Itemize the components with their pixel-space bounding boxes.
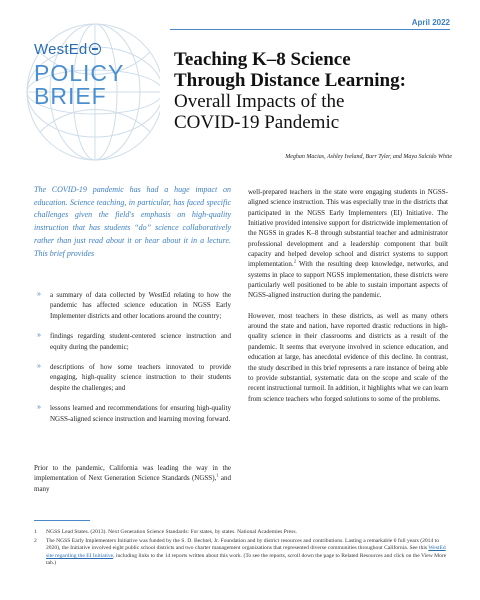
column2-paragraph-2: However, most teachers in these districts, as well as many others around the state and nation, have reported drastic reductions in high-quality science in their classrooms and districts as a result of the pandemic. It seems that everyone involved in science education, and education at large, has anecdotal evidence of this decline. In contrast, the study described in this brief represents a rare instance of being able to provide substantial, systematic data on the scope and scale of the recent instructional turmoil. In addition, it highlights what we can learn from science teachers who forged solutions to some of the problems.	[248, 311, 448, 403]
column2-paragraph-1	[248, 187, 448, 301]
bullet-icon: »	[37, 291, 41, 298]
footnote-1	[34, 529, 450, 537]
page-title	[174, 49, 454, 133]
title-line-2: Through Distance Learning:	[174, 70, 406, 91]
bullet-list	[34, 290, 231, 434]
brief-label: BRIEF	[34, 83, 107, 109]
bullet-icon: »	[37, 404, 41, 412]
logo-mark-icon	[89, 43, 101, 55]
authors: Meghan Macias, Ashley Iveland, Burr Tyler, and Maya Salcido White	[285, 154, 452, 160]
paragraph-text-end: With the resulting deep knowledge, networks, and systems in place to support NGSS implementation, these districts were particularly well positioned to be able to sustain important aspects of NGSS-aligned instruction during the pandemic.	[248, 260, 448, 300]
bullet-text: findings regarding student-centered science instruction and equity during the pandemic;	[50, 332, 231, 351]
footnotes	[34, 529, 450, 569]
title-line-4: COVID-19 Pandemic	[174, 112, 340, 133]
logo-text: WestEd	[34, 41, 88, 58]
list-item	[34, 403, 231, 424]
bullet-text: a summary of data collected by WestEd relating to how the pandemic has affected science education in NGSS Early Implementer districts and other locations around the country;	[50, 291, 231, 320]
bullet-text: lessons learned and recommendations for ensuring high-quality NGSS-aligned science instruction and learning moving forward.	[50, 404, 231, 423]
footnote-rule	[34, 520, 90, 521]
publication-date: April 2022	[411, 18, 450, 27]
footnote-text: The NGSS Early Implementers Initiative was funded by the S. D. Bechtel, Jr. Foundation and by district resources and contributions. Lasting a remarkable 6 full years (2014 to 2020), the Initiative involved eight public school districts and two charter management organizations that represented diverse communities throughout California. See this	[46, 537, 440, 552]
paragraph-text-end: and many	[34, 474, 231, 493]
title-line-3: Overall Impacts of the	[174, 91, 345, 112]
footnote-number: 2	[34, 537, 37, 544]
footnote-ref-1[interactable]: 1	[216, 473, 219, 479]
column1-paragraph	[34, 463, 231, 494]
header-rule	[170, 29, 450, 30]
intro-paragraph: The COVID-19 pandemic has had a huge impact on education. Science teaching, in particular, has faced specific challenges given the field's emphasis on high-quality instruction that has students “do” science collaboratively rather than just read about it or hear about it in a lecture. This brief provides	[34, 185, 231, 258]
wested-logo	[34, 41, 101, 58]
list-item	[34, 362, 231, 393]
footnote-text: NGSS Lead States. (2013). Next Generation Science Standards: For states, by states. National Academies Press.	[46, 529, 297, 535]
list-item	[34, 290, 231, 321]
policy-label: POLICY	[34, 60, 125, 86]
bullet-icon: »	[37, 332, 41, 340]
title-line-1: Teaching K–8 Science	[174, 49, 351, 70]
list-item	[34, 331, 231, 352]
wested-site-link[interactable]: WestEd site regarding the EI Initiative	[46, 545, 446, 559]
footnote-number: 1	[34, 529, 37, 535]
paragraph-text: well-prepared teachers in the state were engaging students in NGSS-aligned science instruction. This was especially true in the districts that participated in the NGSS Early Implementers (EI) Initiative. The Initiative provided intensive support for districtwide implementation of the NGSS in grades K–8 through substantial teacher and administrator professional development and a leadership component that built capacity and helped develop school and district systems to support implementation.	[248, 188, 448, 269]
bullet-icon: »	[37, 363, 41, 371]
paragraph-text: Prior to the pandemic, California was leading the way in the implementation of Next Generation Science Standards (NGSS),	[34, 464, 231, 483]
column2	[248, 187, 448, 414]
footnote-2	[34, 538, 450, 568]
bullet-text: descriptions of how some teachers innovated to provide engaging, high-quality science instruction to their students despite the challenges; and	[50, 363, 231, 392]
footnote-text-end: , including links to the 14 reports written about this work. (To see the reports, scroll down the page to Related Resources and click on the View More tab.)	[46, 552, 447, 567]
footnote-ref-2[interactable]: 2	[293, 259, 296, 265]
